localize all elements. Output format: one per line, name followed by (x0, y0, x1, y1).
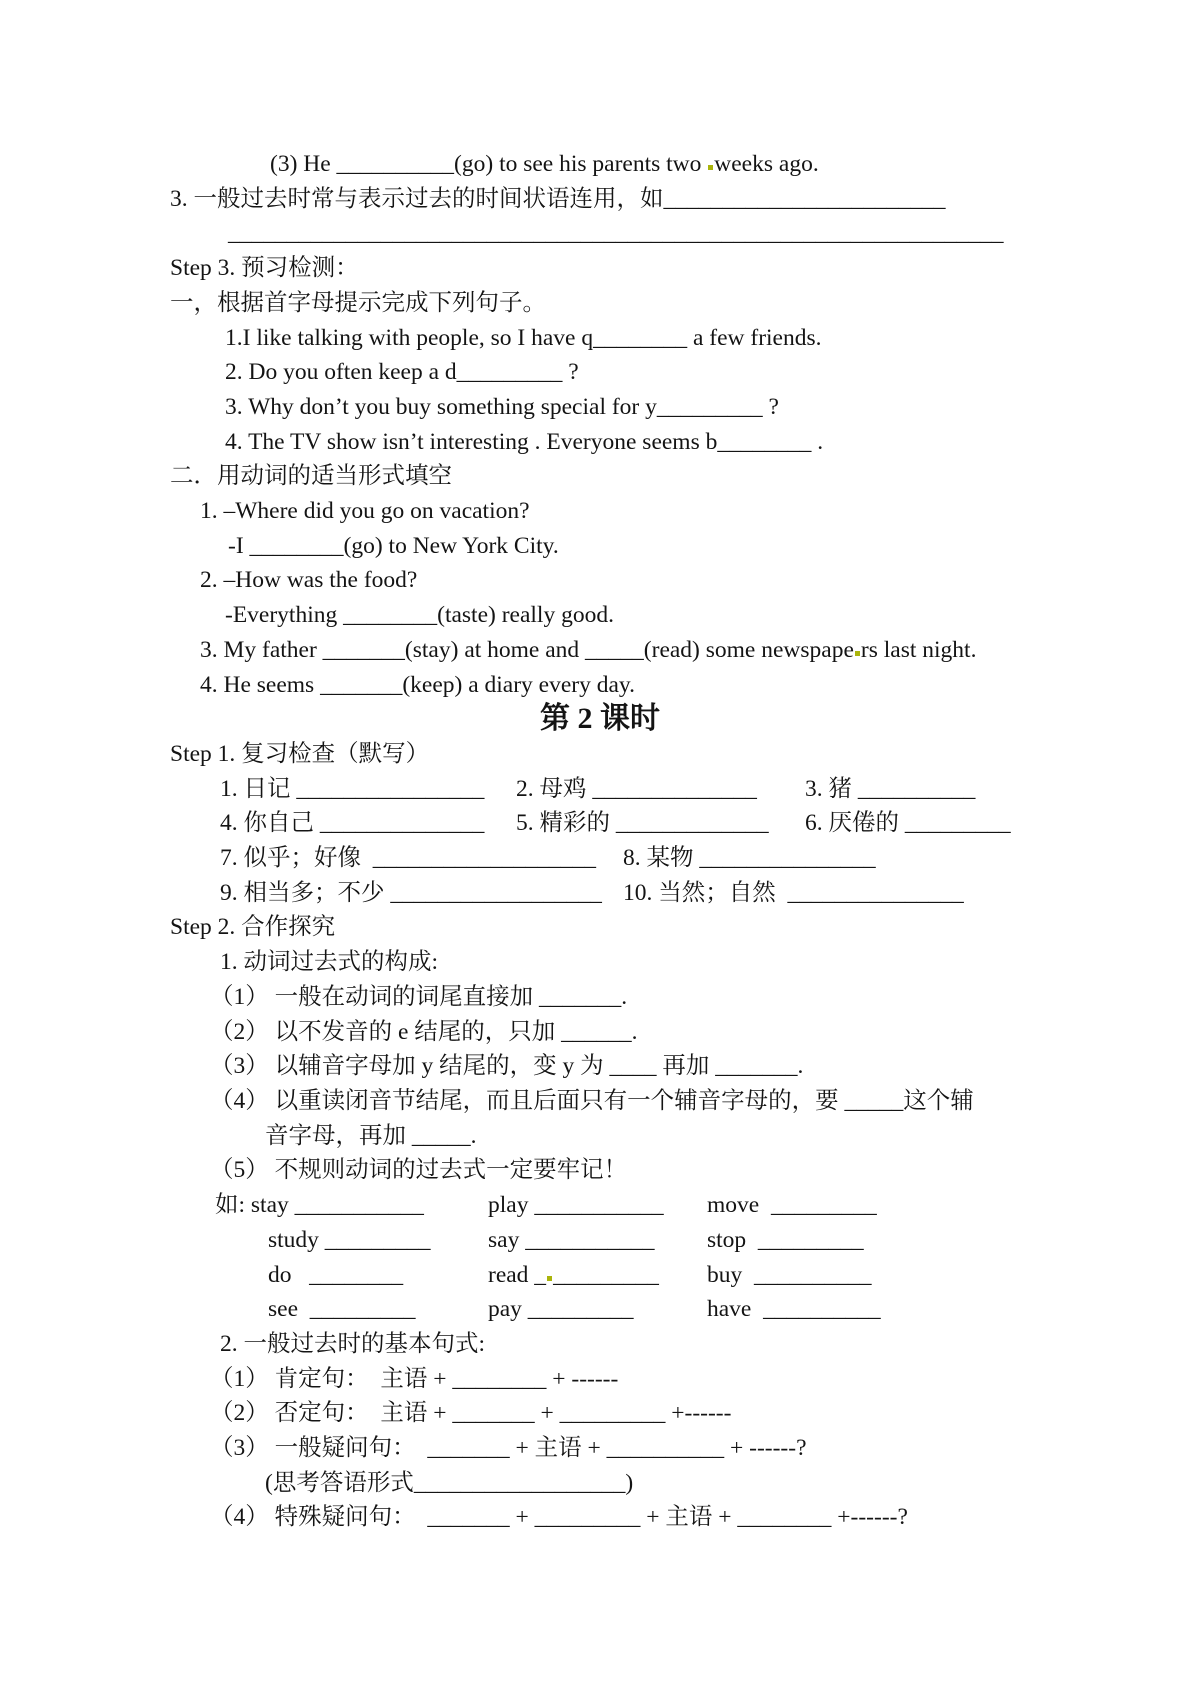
section-two-title (170, 459, 1170, 494)
line-cell: study _________ (268, 1226, 431, 1253)
rule-4a (170, 1084, 1170, 1119)
verb-row-2 (170, 1223, 1170, 1258)
line-cell: 1. 动词过去式的构成: (220, 949, 439, 976)
line-cell: 二．用动词的适当形式填空 (170, 463, 452, 490)
line-cell: （1） 肯定句： 主语 + ________ + ------ (210, 1365, 619, 1392)
line-cell: Step 3. 预习检测： (170, 255, 359, 282)
sec2-item-2q (170, 563, 1170, 598)
sec1-item-2 (170, 355, 1170, 390)
sec2-item-2a (170, 598, 1170, 633)
vocab-row-4 (170, 876, 1170, 911)
line-cell: do ________ (268, 1261, 404, 1288)
rule-4b (170, 1119, 1170, 1154)
section-one-title (170, 286, 1170, 321)
line-cell: 1.I like talking with people, so I have q________ a few friends. (225, 324, 822, 351)
sentence-pattern-title (170, 1327, 1170, 1362)
step2-title (170, 910, 1170, 945)
vocab-row-2 (170, 806, 1170, 841)
line-cell: 3. Why don’t you buy something special for y_________ ? (225, 393, 779, 420)
line-cell: 2. –How was the food? (200, 567, 418, 594)
line-cell: （1） 一般在动词的词尾直接加 _______. (210, 983, 628, 1010)
sec2-item-1a (170, 529, 1170, 564)
pattern-3-note (170, 1466, 1170, 1501)
sec1-item-1 (170, 321, 1170, 356)
line-cell: pay _________ (488, 1296, 634, 1323)
line-cell: 9. 相当多；不少 __________________ (220, 879, 602, 906)
scan-artifact-dot-icon (547, 1276, 552, 1281)
line-cell: read _ _________ (488, 1261, 659, 1288)
scan-artifact-dot-icon (855, 651, 860, 656)
line-cell: （4） 以重读闭音节结尾，而且后面只有一个辅音字母的，要 _____这个辅 (210, 1087, 974, 1114)
pattern-2 (170, 1396, 1170, 1431)
line-cell: -I ________(go) to New York City. (228, 532, 559, 559)
scan-artifact-dot-icon (708, 165, 713, 170)
sec1-item-4 (170, 425, 1170, 460)
line-cell: 3. 猪 __________ (805, 775, 976, 802)
sec1-item-3 (170, 390, 1170, 425)
line-cell: move _________ (707, 1192, 877, 1219)
line-cell: 6. 厌倦的 _________ (805, 810, 1011, 837)
line-cell: 1. –Where did you go on vacation? (200, 498, 530, 525)
rule-1 (170, 980, 1170, 1015)
line-cell: 3. 一般过去时常与表示过去的时间状语连用，如________________________ (170, 185, 946, 212)
verb-row-3 (170, 1258, 1170, 1293)
sec2-item-3 (170, 633, 1170, 668)
step3-title (170, 251, 1170, 286)
lesson-2-heading: 第 2 课时 (540, 702, 660, 736)
line-cell: see _________ (268, 1296, 416, 1323)
line-cell: 4. He seems _______(keep) a diary every day. (200, 671, 636, 698)
line-cell: say ___________ (488, 1226, 655, 1253)
line-cell: Step 2. 合作探究 (170, 914, 336, 941)
lines-top (170, 147, 1170, 702)
line-cell: 3. My father _______(stay) at home and _____(read) some newspape rs last night. (200, 636, 977, 663)
lines-bottom (170, 737, 1170, 1535)
line-cell: 1. 日记 ________________ (220, 775, 485, 802)
line-cell: play ___________ (488, 1192, 664, 1219)
pattern-1 (170, 1362, 1170, 1397)
line-cell: （5） 不规则动词的过去式一定要牢记！ (210, 1157, 628, 1184)
line-cell: （4） 特殊疑问句： _______ + _________ + 主语 + ________ +------? (210, 1504, 908, 1531)
sec2-item-1q (170, 494, 1170, 529)
line-cell: Step 1. 复习检查（默写） (170, 740, 430, 767)
pattern-3 (170, 1431, 1170, 1466)
line-past-time-adverbial (170, 182, 1170, 217)
line-cell: 8. 某物 _______________ (623, 845, 876, 872)
line-cell: 10. 当然；自然 _______________ (623, 879, 964, 906)
rule-3 (170, 1049, 1170, 1084)
line-blank-continuation (170, 216, 1170, 251)
line-cell: 2. Do you often keep a d_________ ? (225, 359, 579, 386)
line-he-go-parents (170, 147, 1170, 182)
line-cell: buy __________ (707, 1261, 872, 1288)
line-cell: （3） 一般疑问句： _______ + 主语 + __________ + ------? (210, 1435, 807, 1462)
rule-5 (170, 1153, 1170, 1188)
line-cell: 一，根据首字母提示完成下列句子。 (170, 289, 546, 316)
sec2-item-4 (170, 668, 1170, 703)
vocab-row-1 (170, 772, 1170, 807)
verb-row-1 (170, 1188, 1170, 1223)
line-cell: __________________________________________________________________ (228, 220, 1004, 247)
line-cell: (思考答语形式__________________) (265, 1469, 634, 1496)
verb-row-4 (170, 1292, 1170, 1327)
line-cell: 4. 你自己 ______________ (220, 810, 485, 837)
line-cell: 如: stay ___________ (215, 1192, 424, 1219)
line-cell: -Everything ________(taste) really good. (225, 602, 614, 629)
line-cell: 4. The TV show isn’t interesting . Everyone seems b________ . (225, 428, 824, 455)
line-cell: 2. 一般过去时的基本句式: (220, 1330, 486, 1357)
line-cell: 7. 似乎；好像 ___________________ (220, 845, 596, 872)
line-cell: 5. 精彩的 _____________ (516, 810, 769, 837)
line-cell: (3) He __________(go) to see his parents two weeks ago. (270, 151, 819, 177)
line-cell: 音字母，再加 _____. (265, 1122, 477, 1149)
line-cell: （3） 以辅音字母加 y 结尾的，变 y 为 ____ 再加 _______. (210, 1053, 804, 1080)
step1-title (170, 737, 1170, 772)
line-cell: have __________ (707, 1296, 881, 1323)
rule-2 (170, 1015, 1170, 1050)
past-form-title (170, 945, 1170, 980)
vocab-row-3 (170, 841, 1170, 876)
line-cell: （2） 以不发音的 e 结尾的，只加 ______. (210, 1018, 638, 1045)
line-cell: （2） 否定句： 主语 + _______ + _________ +------ (210, 1400, 732, 1427)
line-cell: 2. 母鸡 ______________ (516, 775, 757, 802)
line-cell: stop _________ (707, 1226, 864, 1253)
pattern-4 (170, 1500, 1170, 1535)
